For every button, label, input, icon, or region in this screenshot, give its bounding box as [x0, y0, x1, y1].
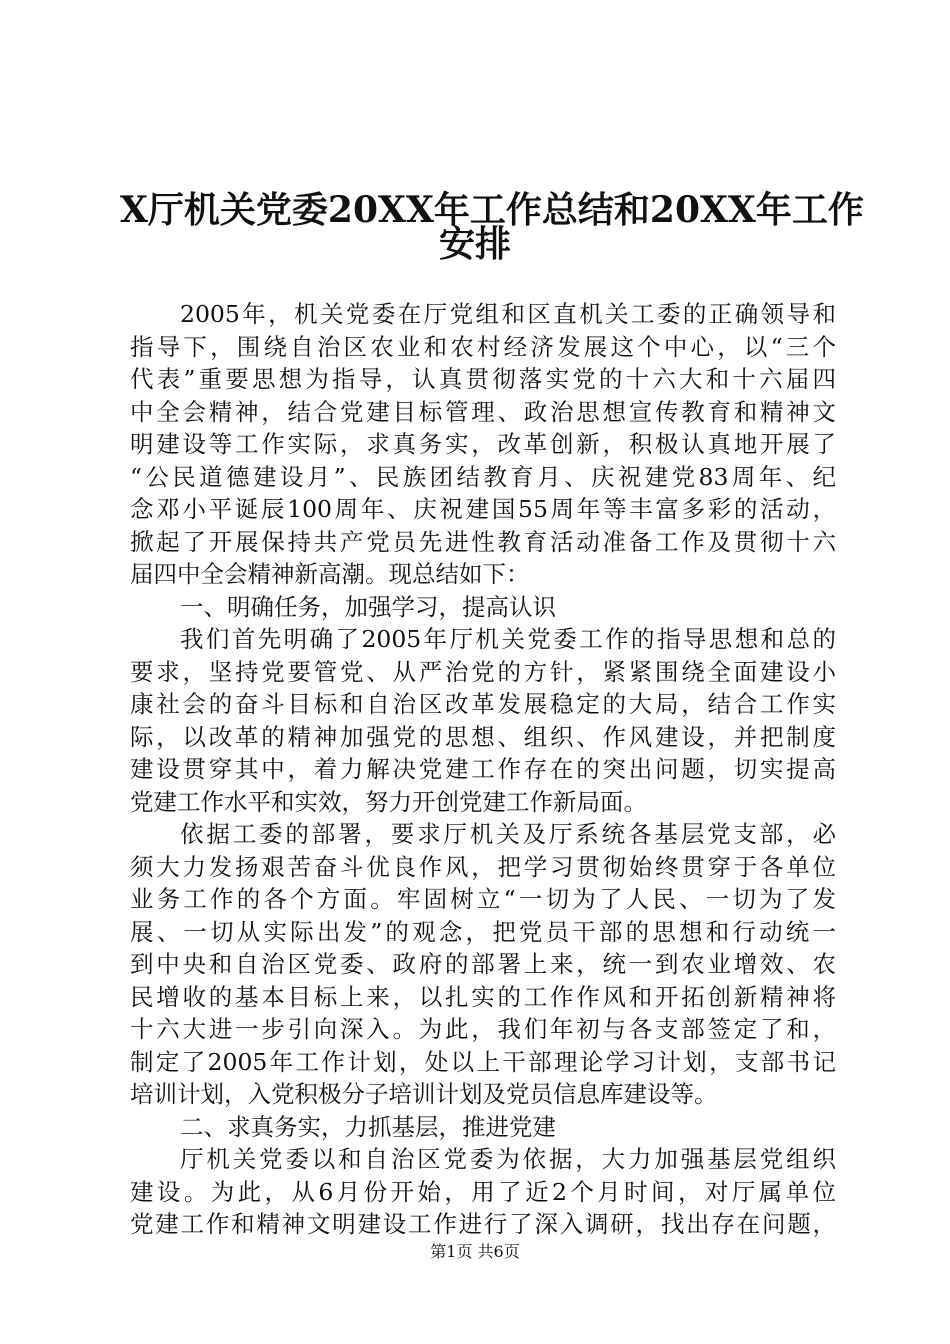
page-footer: 第1页 共6页 — [430, 1242, 520, 1261]
body-text-line: 我们首先明确了2005年厅机关党委工作的指导思想和总的 — [180, 625, 836, 653]
body-text-line: 康社会的奋斗目标和自治区改革发展稳定的大局，结合工作实 — [130, 690, 836, 718]
body-text-line: 中全会精神，结合党建目标管理、政治思想宣传教育和精神文 — [130, 397, 836, 426]
body-text-line: 十六大进一步引向深入。为此，我们年初与各支部签定了和， — [130, 1015, 836, 1043]
body-text-line: 到中央和自治区党委、政府的部署上来，统一到农业增效、农 — [130, 950, 836, 978]
body-text-line: 建设贯穿其中，着力解决党建工作存在的突出问题，切实提高 — [130, 755, 836, 783]
body-text-line: 培训计划，入党积极分子培训计划及党员信息库建设等。 — [130, 1080, 718, 1108]
body-text-line: 展、一切从实际出发”的观念，把党员干部的思想和行动统一 — [130, 917, 836, 946]
document-title-line-1: X厅机关党委20XX年工作总结和20XX年工作 — [120, 189, 864, 231]
body-text-line: “公民道德建设月”、民族团结教育月、庆祝建党83周年、纪 — [130, 462, 836, 491]
body-text-line: 指导下，围绕自治区农业和农村经济发展这个中心，以“三个 — [130, 332, 836, 361]
body-text-line: 明建设等工作实际，求真务实，改革创新，积极认真地开展了 — [130, 430, 836, 458]
body-text-line: 念邓小平诞辰100周年、庆祝建国55周年等丰富多彩的活动， — [130, 495, 836, 523]
body-text-line: 二、求真务实，力抓基层，推进党建 — [180, 1112, 556, 1141]
body-text-line: 要求，坚持党要管党、从严治党的方针，紧紧围绕全面建设小 — [130, 657, 836, 686]
body-text-line: 党建工作水平和实效，努力开创党建工作新局面。 — [130, 787, 647, 816]
document-body — [130, 298, 836, 1241]
body-text-line: 依据工委的部署，要求厅机关及厅系统各基层党支部，必 — [180, 820, 836, 848]
body-text-line: 际，以改革的精神加强党的思想、组织、作风建设，并把制度 — [130, 722, 836, 751]
body-text-line: 须大力发扬艰苦奋斗优良作风，把学习贯彻始终贯穿于各单位 — [130, 852, 836, 881]
body-text-line: 民增收的基本目标上来，以扎实的工作作风和开拓创新精神将 — [130, 982, 836, 1011]
document-title-line-2: 安排 — [438, 223, 511, 265]
body-text-line: 代表”重要思想为指导，认真贯彻落实党的十六大和十六届四 — [130, 365, 836, 393]
body-text-line: 业务工作的各个方面。牢固树立“一切为了人民、一切为了发 — [130, 885, 836, 913]
body-text-line: 一、明确任务，加强学习，提高认识 — [180, 592, 556, 621]
body-text-line: 制定了2005年工作计划，处以上干部理论学习计划，支部书记 — [130, 1047, 836, 1076]
body-text-line: 届四中全会精神新高潮。现总结如下： — [130, 560, 530, 588]
body-text-line: 建设。为此，从6月份开始，用了近2个月时间，对厅属单位 — [130, 1177, 836, 1206]
body-text-line: 党建工作和精神文明建设工作进行了深入调研，找出存在问题， — [130, 1210, 836, 1238]
body-text-line: 2005年，机关党委在厅党组和区直机关工委的正确领导和 — [180, 300, 836, 328]
body-text-line: 厅机关党委以和自治区党委为依据，大力加强基层党组织 — [180, 1145, 836, 1173]
body-text-line: 掀起了开展保持共产党员先进性教育活动准备工作及贯彻十六 — [130, 527, 836, 556]
